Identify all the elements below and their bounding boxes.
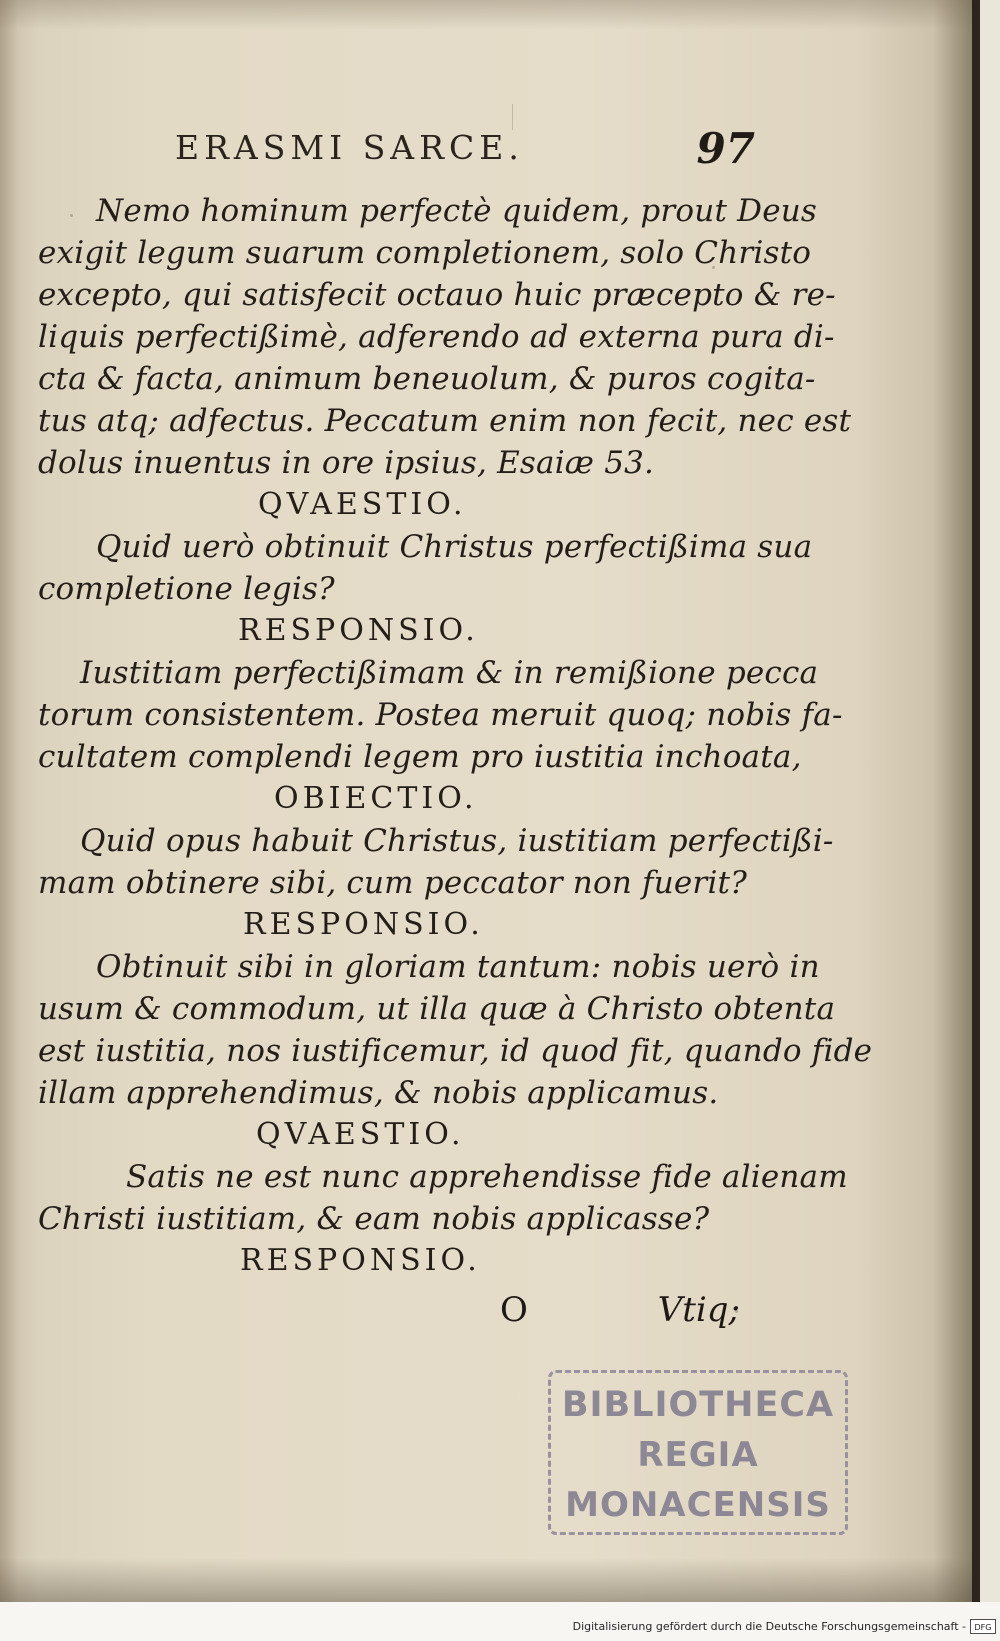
text-line: liquis perfectißimè, adferendo ad externa pura di- xyxy=(38,319,835,355)
page-number: 97 xyxy=(696,124,755,173)
stamp-line: BIBLIOTHECA xyxy=(561,1385,835,1425)
text-line: dolus inuentus in ore ipsius, Esaiæ 53. xyxy=(38,445,655,481)
text-line: mam obtinere sibi, cum peccator non fuerit? xyxy=(38,865,748,901)
text-line: Obtinuit sibi in gloriam tantum: nobis uerò in xyxy=(96,949,820,985)
section-heading: OBIECTIO. xyxy=(274,781,478,816)
text-line: cultatem complendi legem pro iustitia inchoata, xyxy=(38,739,802,775)
page-header xyxy=(175,124,755,178)
text-line: Iustitiam perfectißimam & in remißione pecca xyxy=(80,655,819,691)
text-line: Quid uerò obtinuit Christus perfectißima sua xyxy=(96,529,813,565)
ink-speck xyxy=(735,1310,738,1313)
library-stamp xyxy=(548,1370,848,1535)
stamp-line: REGIA xyxy=(637,1435,759,1475)
page-bottom-shadow xyxy=(0,1558,972,1602)
section-heading: QVAESTIO. xyxy=(258,487,467,522)
text-line: usum & commodum, ut illa quæ à Christo obtenta xyxy=(38,991,836,1027)
text-line: completione legis? xyxy=(38,571,335,607)
ink-speck xyxy=(70,214,73,217)
text-line: Christi iustitiam, & eam nobis applicasse? xyxy=(38,1201,710,1237)
text-line: cta & facta, animum beneuolum, & puros cogita- xyxy=(38,361,816,397)
running-head: ERASMI SARCE. xyxy=(175,128,524,167)
ink-speck xyxy=(712,266,715,269)
text-line: Quid opus habuit Christus, iustitiam perfectißi- xyxy=(80,823,834,859)
fold-mark xyxy=(512,104,513,130)
catchwords xyxy=(500,1290,740,1340)
dfg-logo: DFG xyxy=(970,1619,996,1634)
text-line: excepto, qui satisfecit octauo huic præcepto & re- xyxy=(38,277,836,313)
text-line: est iustitia, nos iustificemur, id quod fit, quando fide xyxy=(38,1033,873,1069)
section-heading: RESPONSIO. xyxy=(243,907,484,942)
catchword: Vtiq; xyxy=(657,1290,740,1330)
text-line: torum consistentem. Postea meruit quoq; nobis fa- xyxy=(38,697,843,733)
text-line: exigit legum suarum completionem, solo Christo xyxy=(38,235,812,271)
text-line: tus atq; adfectus. Peccatum enim non fecit, nec est xyxy=(38,403,852,439)
section-heading: RESPONSIO. xyxy=(238,613,479,648)
footer-strip xyxy=(0,1602,1000,1641)
text-line: illam apprehendimus, & nobis applicamus. xyxy=(38,1075,719,1111)
section-heading: RESPONSIO. xyxy=(240,1243,481,1278)
stamp-line: MONACENSIS xyxy=(565,1485,831,1525)
section-heading: QVAESTIO. xyxy=(256,1117,465,1152)
text-line: Satis ne est nunc apprehendisse fide alienam xyxy=(126,1159,848,1195)
page-top-shadow xyxy=(0,0,972,30)
page-edge-stain xyxy=(0,0,18,1602)
signature-mark: O xyxy=(500,1290,528,1330)
footer-credit: Digitalisierung gefördert durch die Deutsche Forschungsgemeinschaft - xyxy=(572,1620,966,1633)
text-line: Nemo hominum perfectè quidem, prout Deus xyxy=(96,193,818,229)
